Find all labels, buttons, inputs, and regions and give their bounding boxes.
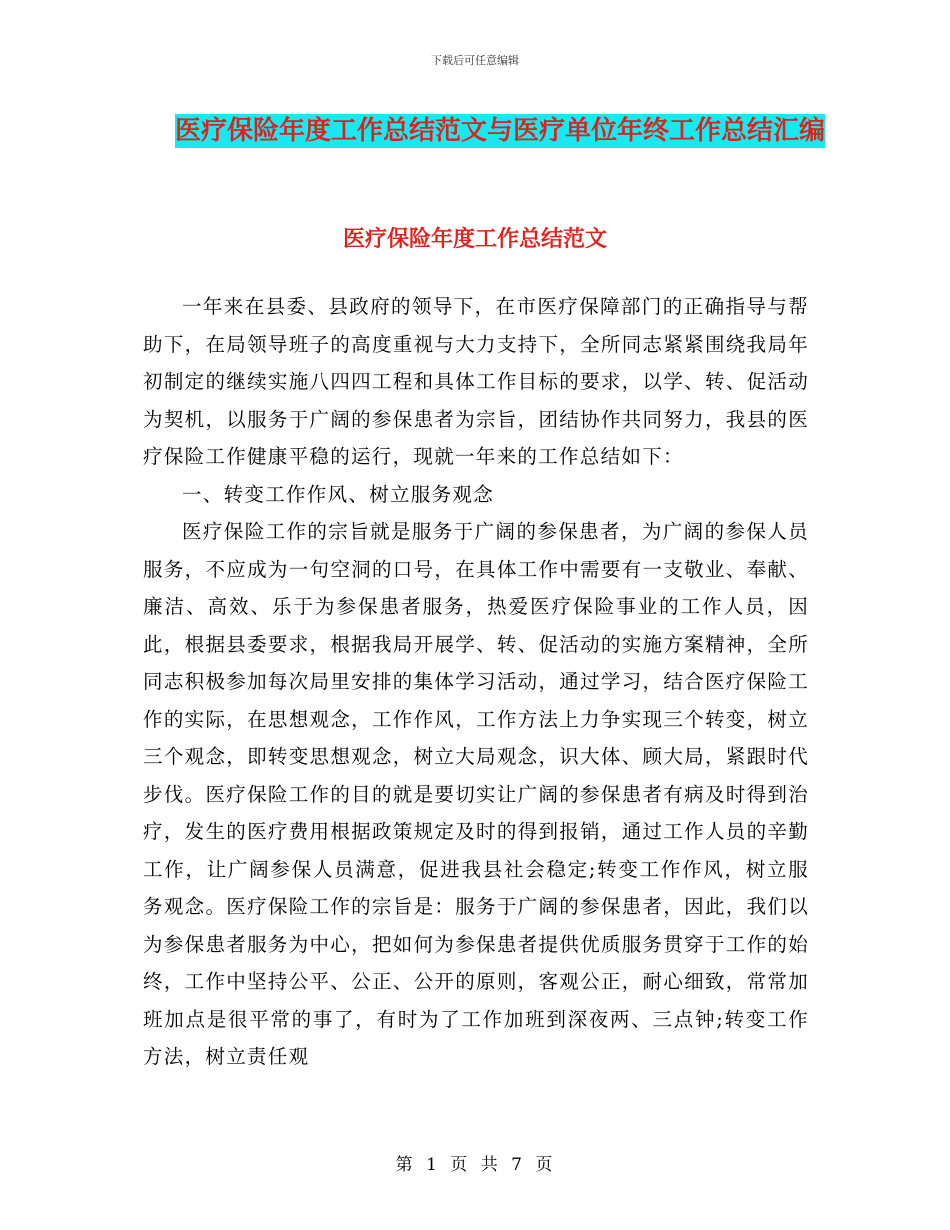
section-title: 医疗保险年度工作总结范文 — [342, 227, 607, 252]
page-header-note: 下载后可任意编辑 — [431, 54, 519, 67]
paragraph-heading-1: 一、转变工作作风、树立服务观念 — [182, 482, 495, 506]
document-title — [140, 108, 860, 154]
paragraph-body-1: 医疗保险工作的宗旨就是服务于广阔的参保患者，为广阔的参保人员服务，不应成为一句空洞的口号，在具体工作中需要有一支敬业、奉献、廉洁、高效、乐于为参保患者服务，热爱医疗保险事业的工作人员，因此，根据县委要求，根据我局开展学、转、促活动的实施方案精神，全所同志积极参加每次局里安排的集体学习活动，通过学习，结合医疗保险工作的实际，在思想观念，工作作风，工作方法上力争实现三个转变，树立三个观念，即转变思想观念，树立大局观念，识大体、顾大局，紧跟时代步伐。医疗保险工作的目的就是要切实让广阔的参保患者有病及时得到治疗，发生的医疗费用根据政策规定及时的得到报销，通过工作人员的辛勤工作，让广阔参保人员满意，促进我县社会稳定;转变工作作风，树立服务观念。医疗保险工作的宗旨是：服务于广阔的参保患者，因此，我们以为参保患者服务为中心，把如何为参保患者提供优质服务贯穿于工作的始终，工作中坚持公平、公正、公开的原则，客观公正，耐心细致，常常加班加点是很平常的事了，有时为了工作加班到深夜两、三点钟;转变工作方法，树立责任观 — [143, 520, 809, 1068]
page-number: 第 1 页 共 7 页 — [395, 1155, 555, 1175]
paragraph-intro: 一年来在县委、县政府的领导下，在市医疗保障部门的正确指导与帮助下，在局领导班子的高度重视与大力支持下，全所同志紧紧围绕我局年初制定的继续实施八四四工程和具体工作目标的要求，以学、转、促活动为契机，以服务于广阔的参保患者为宗旨，团结协作共同努力，我县的医疗保险工作健康平稳的运行，现就一年来的工作总结如下： — [143, 295, 809, 468]
document-body — [143, 288, 809, 1076]
document-title-text: 医疗保险年度工作总结范文与医疗单位年终工作总结汇编 — [174, 116, 825, 146]
